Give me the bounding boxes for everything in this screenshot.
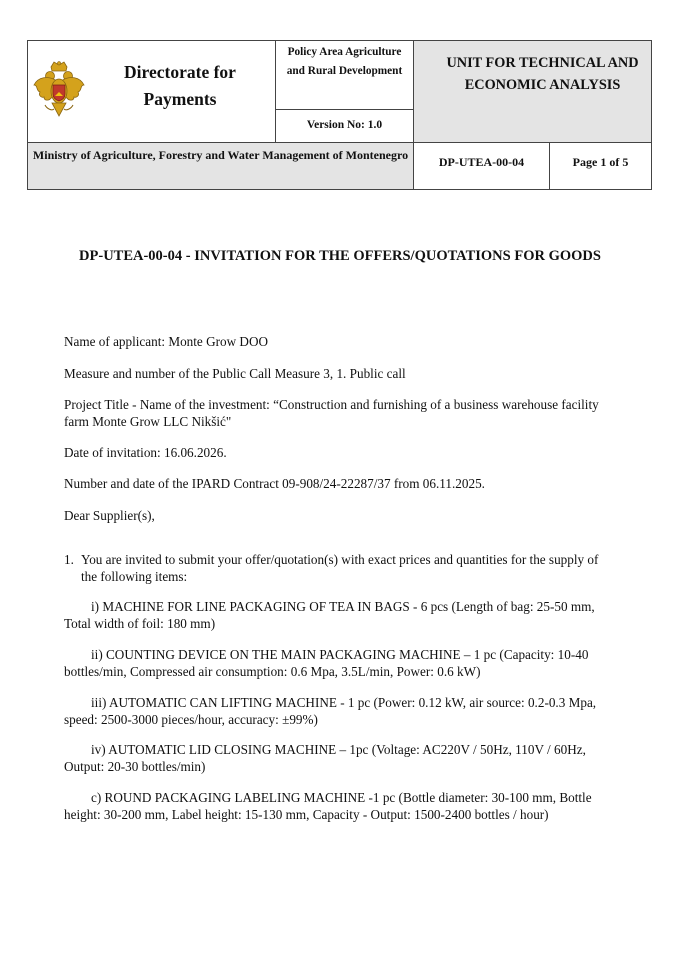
measure-line: Measure and number of the Public Call Measure 3, 1. Public call (64, 366, 406, 381)
page-number-text: Page 1 of 5 (572, 155, 629, 169)
directorate-cell (28, 41, 276, 143)
list-item: iii) AUTOMATIC CAN LIFTING MACHINE - 1 pc (Power: 0.12 kW, air source: 0.2-0.3 Mpa, speed: 2500-3000 pieces/hour, accuracy: ±99%) (64, 695, 597, 727)
version-cell (276, 110, 414, 143)
project-title-line: Project Title - Name of the investment: “Construction and furnishing of a business warehouse facility farm Monte Grow LLC Nikšić" (64, 397, 599, 429)
paragraph-text: You are invited to submit your offer/quotation(s) with exact prices and quantities for the supply of the following items: (81, 552, 599, 584)
ministry-text: Ministry of Agriculture, Forestry and Water Management of Montenegro (32, 148, 409, 162)
list-item: i) MACHINE FOR LINE PACKAGING OF TEA IN BAGS - 6 pcs (Length of bag: 25-50 mm, Total width of foil: 180 mm) (64, 599, 595, 631)
policy-area-text: Policy Area Agriculture and Rural Development (286, 46, 403, 77)
list-item: iv) AUTOMATIC LID CLOSING MACHINE – 1pc (Voltage: AC220V / 50Hz, 110V / 60Hz, Output: 20-30 bottles/min) (64, 742, 586, 774)
version-text: Version No: 1.0 (306, 119, 383, 131)
doc-code-cell (414, 143, 550, 189)
numbered-paragraph (64, 551, 616, 585)
salutation-line: Dear Supplier(s), (64, 508, 155, 523)
ministry-cell (28, 143, 414, 189)
montenegro-coat-of-arms-icon (32, 61, 86, 119)
unit-title: UNIT FOR TECHNICAL AND ECONOMIC ANALYSIS (446, 55, 639, 93)
document-title: DP-UTEA-00-04 - INVITATION FOR THE OFFERS/QUOTATIONS FOR GOODS (79, 248, 601, 264)
document-header-table (27, 40, 652, 190)
page-number-cell (550, 143, 651, 189)
invitation-date-line: Date of invitation: 16.06.2026. (64, 445, 227, 460)
contract-line: Number and date of the IPARD Contract 09-908/24-22287/37 from 06.11.2025. (64, 476, 485, 491)
paragraph-number: 1. (64, 552, 74, 567)
doc-code-text: DP-UTEA-00-04 (438, 155, 525, 169)
list-item: ii) COUNTING DEVICE ON THE MAIN PACKAGING MACHINE – 1 pc (Capacity: 10-40 bottles/min, Compressed air consumption: 0.6 Mpa, 3.5L/min, Power: 0.6 kW) (64, 647, 589, 679)
policy-area-cell (276, 41, 414, 110)
directorate-title: Directorate for Payments (124, 62, 236, 109)
unit-cell (414, 41, 651, 143)
applicant-line: Name of applicant: Monte Grow DOO (64, 334, 268, 349)
list-item: c) ROUND PACKAGING LABELING MACHINE -1 pc (Bottle diameter: 30-100 mm, Bottle height: 30-200 mm, Label height: 15-130 mm, Capacity - Output: 1500-2400 bottles / hour) (64, 790, 592, 822)
